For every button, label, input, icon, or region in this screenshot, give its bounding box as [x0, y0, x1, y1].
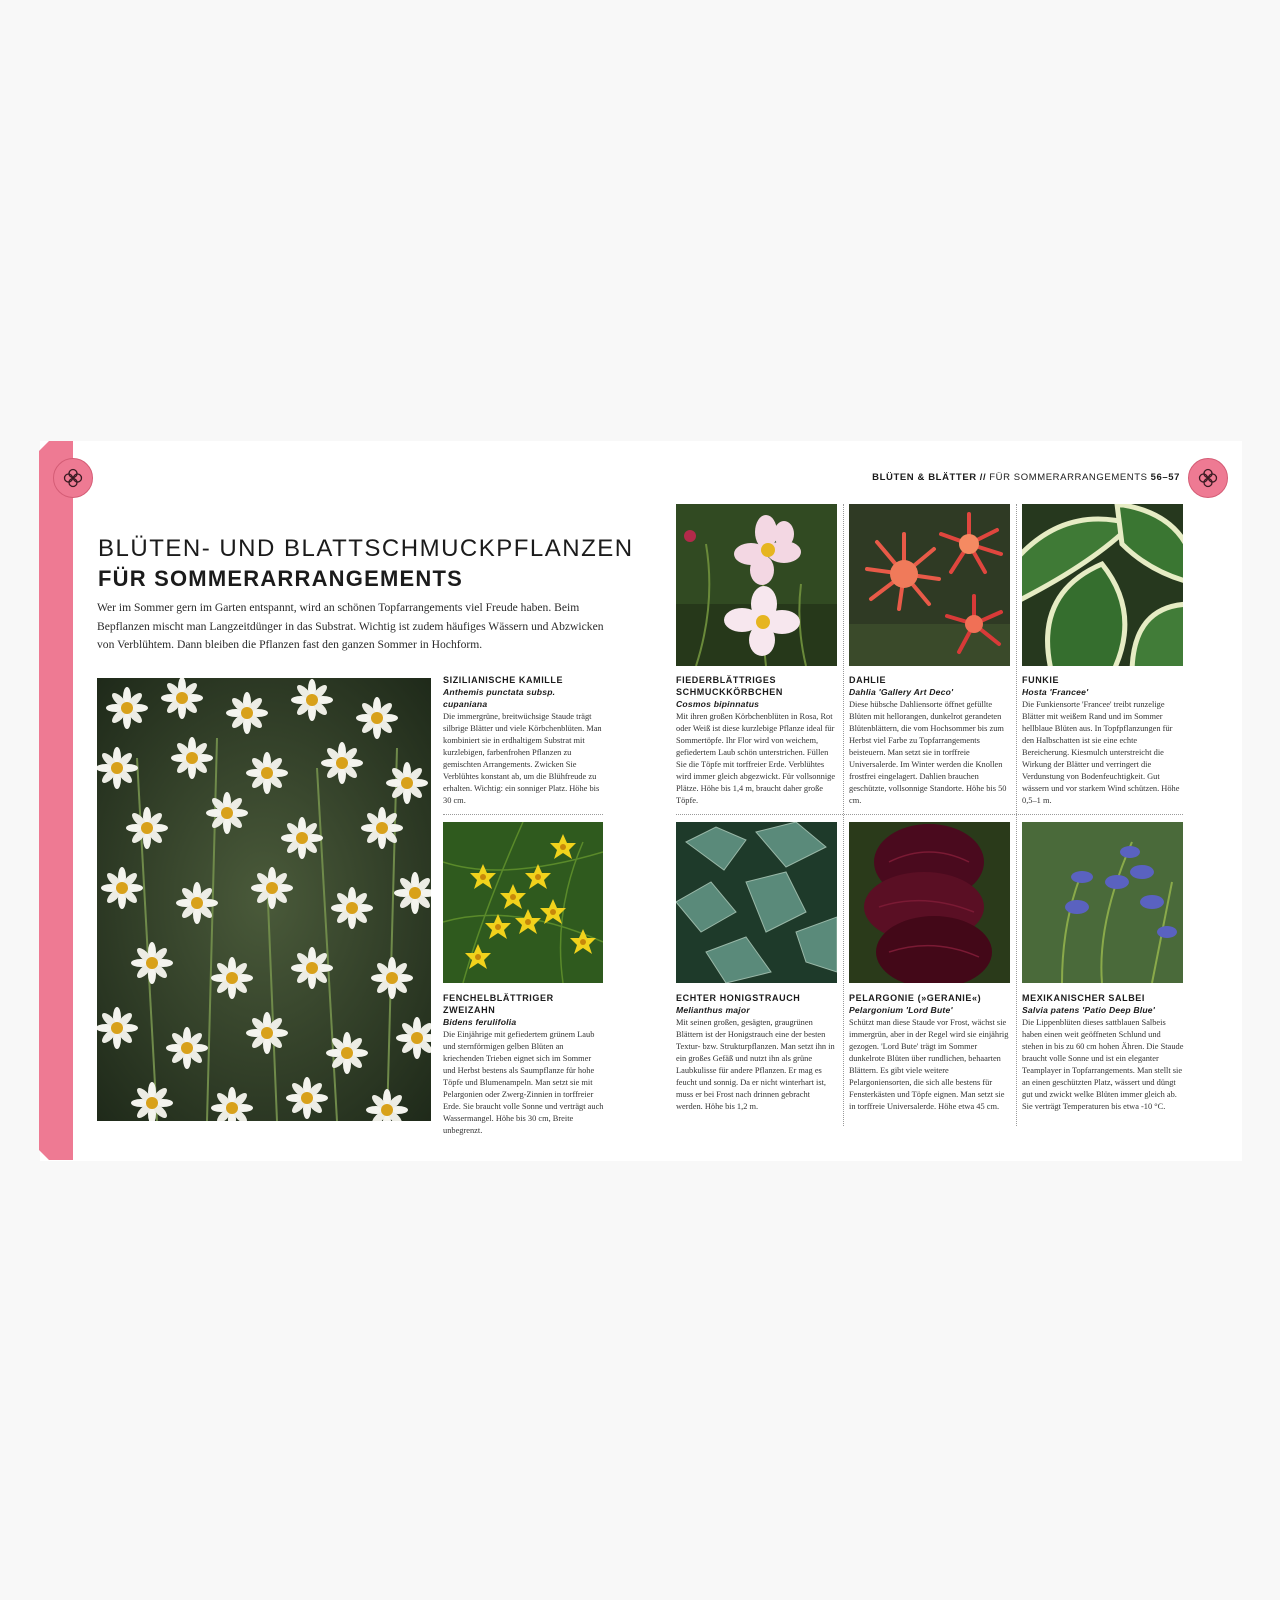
entry-melianthus [676, 992, 838, 1113]
entry-text: Mit ihren großen Körbchenblüten in Rosa, Rot oder Weiß ist diese kurzlebige Pflanze ideal für Sommertöpfe. Ihr Flor wird von weichem, gefiedertem Laub schön unterstrichen. Füllen Sie die Töpfe mit torffreier Erde. Verblühtes wird immer gleich abgezwickt. Für vollsonnige Plätze. Höhe bis 1,4 m, braucht daher große Töpfe. [676, 712, 836, 805]
entry-name: SIZILIANISCHE KAMILLE [443, 675, 564, 685]
photo-bidens [443, 822, 603, 983]
flower-icon [1196, 466, 1220, 490]
divider [443, 814, 603, 815]
entry-text: Mit seinen großen, gesägten, graugrünen Blättern ist der Honigstrauch eine der besten Textur- bzw. Strukturpflanzen. Man setzt ihn in ein großes Gefäß und nutzt ihn als grüne Laubkulisse für andere Pflanzen. Er mag es feucht und sonnig. Da er nicht winterhart ist, muss er bei Frost nach drinnen gebracht werden. Höhe bis 1,2 m. [676, 1018, 835, 1111]
entry-name: DAHLIE [849, 675, 887, 685]
photo-melianthus [676, 822, 837, 983]
entry-name: FIEDERBLÄTTRIGES SCHMUCKKÖRBCHEN [676, 675, 783, 697]
entry-bidens [443, 992, 605, 1137]
photo-hosta [1022, 504, 1183, 666]
entry-text: Die Funkiensorte 'Francee' treibt runzelige Blätter mit weißem Rand und im Sommer hellblaue Blüten aus. In Topfpflanzungen für den Halbschatten ist sie eine echte Bereicherung. Kiesmulch unterstreicht die Wirkung der Blätter und verringert die Verdunstung von Bodenfeuchtigkeit. Gut wässern und vor starkem Wind schützen. Höhe 0,5–1 m. [1022, 700, 1180, 805]
entry-latin: Salvia patens 'Patio Deep Blue' [1022, 1005, 1156, 1015]
chapter-badge-left [53, 458, 93, 498]
entry-text: Die Einjährige mit gefiedertem grünem Laub und sternförmigen gelben Blüten an kriechenden Trieben eignet sich im Sommer und Herbst bestens als Saumpflanze für hohe Töpfe und Blumenampeln. Man setzt sie mit Pelargonien oder Zwerg-Zinnien in torffreier Erde. Sie braucht volle Sonne und verträgt auch Wassermangel. Höhe bis 30 cm, Breite unbegrenzt. [443, 1030, 604, 1135]
flower-icon [61, 466, 85, 490]
entry-latin: Hosta 'Francee' [1022, 687, 1089, 697]
photo-cosmos [676, 504, 837, 666]
page-title-line2: FÜR SOMMERARRANGEMENTS [98, 566, 463, 591]
entry-pelargonium [849, 992, 1011, 1113]
entry-latin: Pelargonium 'Lord Bute' [849, 1005, 953, 1015]
running-head-section: BLÜTEN & BLÄTTER [872, 472, 977, 483]
running-head-topic: FÜR SOMMERARRANGEMENTS [989, 472, 1148, 483]
entry-name: FUNKIE [1022, 675, 1060, 685]
entry-latin: cupaniana [443, 699, 488, 709]
chapter-tab [39, 441, 73, 1160]
entry-name: PELARGONIE (»GERANIE«) [849, 993, 982, 1003]
page-title-line1: BLÜTEN- UND BLATTSCHMUCKPFLANZEN [98, 535, 634, 562]
entry-text: Schützt man diese Staude vor Frost, wächst sie immergrün, aber in der Regel wird sie einjährig gezogen. 'Lord Bute' trägt im Sommer dunkelrote Blüten über rundlichen, behaarten Blättern. Es gibt viele weitere Pelargoniensorten, die sich alle bestens für Fensterkästen und Töpfe eignen. Man setzt sie in torffreie Universalerde. Höhe etwa 45 cm. [849, 1018, 1009, 1111]
running-head [872, 472, 1180, 483]
entry-dahlia [849, 674, 1011, 807]
entry-name: MEXIKANISCHER SALBEI [1022, 993, 1146, 1003]
entry-latin: Cosmos bipinnatus [676, 699, 760, 709]
intro-paragraph: Wer im Sommer gern im Garten entspannt, wird an schönen Topfarrangements viel Freude haben. Beim Bepflanzen mischt man Langzeitdünger in das Substrat. Wichtig ist zudem häufiges Wässern und Abzwicken von Verblühtem. Dann bleiben die Pflanzen fast den ganzen Sommer in Hochform. [97, 601, 604, 651]
entry-text: Diese hübsche Dahliensorte öffnet gefüllte Blüten mit hellorangen, dunkelrot gerandeten Blütenblättern, die vom Hochsommer bis zum Herbst viel Farbe zu Topfarrangements beisteuern. Man setzt sie in torffreie Universalerde. Im Winter werden die Knollen frostfrei eingelagert. Dahlien brauchen geschützte, vollsonnige Standorte. Höhe bis 50 cm. [849, 700, 1007, 805]
entry-name: FENCHELBLÄTTRIGER ZWEIZAHN [443, 993, 554, 1015]
entry-chamomile [443, 674, 605, 807]
entry-cosmos [676, 674, 838, 807]
entry-hosta [1022, 674, 1184, 807]
divider [676, 814, 1183, 815]
page-numbers: 56–57 [1150, 472, 1180, 483]
entry-latin: Melianthus major [676, 1005, 750, 1015]
entry-latin: Bidens ferulifolia [443, 1017, 517, 1027]
photo-pelargonium [849, 822, 1010, 983]
divider [1016, 504, 1017, 1126]
entry-latin: Anthemis punctata subsp. [443, 687, 556, 697]
entry-latin: Dahlia 'Gallery Art Deco' [849, 687, 954, 697]
chapter-badge-right [1188, 458, 1228, 498]
running-head-separator: // [979, 472, 987, 483]
entry-salvia [1022, 992, 1184, 1113]
photo-salvia [1022, 822, 1183, 983]
entry-text: Die Lippenblüten dieses sattblauen Salbeis haben einen weit geöffneten Schlund und stehen in bis zu 60 cm hohen Ähren. Die Staude braucht volle Sonne und ist ein eleganter Teamplayer in Topfarrangements. Man stellt sie an einen geschützten Platz, wässert und düngt gut und zwickt welke Blüten immer gleich ab. Sie verträgt Temperaturen bis etwa -10 °C. [1022, 1018, 1184, 1111]
entry-text: Die immergrüne, breitwüchsige Staude trägt silbrige Blätter und viele Körbchenblüten. Man kombiniert sie in erdhaltigem Substrat mit kurzlebigen, farbenfrohen Pflanzen zu gemischten Arrangements. Zwicken Sie Verblühtes konstant ab, um die Blühfreude zu erhalten. Wichtig: ein sonniger Platz. Höhe bis 30 cm. [443, 712, 602, 805]
photo-dahlia [849, 504, 1010, 666]
entry-name: ECHTER HONIGSTRAUCH [676, 993, 801, 1003]
photo-chamomile [97, 678, 431, 1121]
divider [843, 504, 844, 1126]
